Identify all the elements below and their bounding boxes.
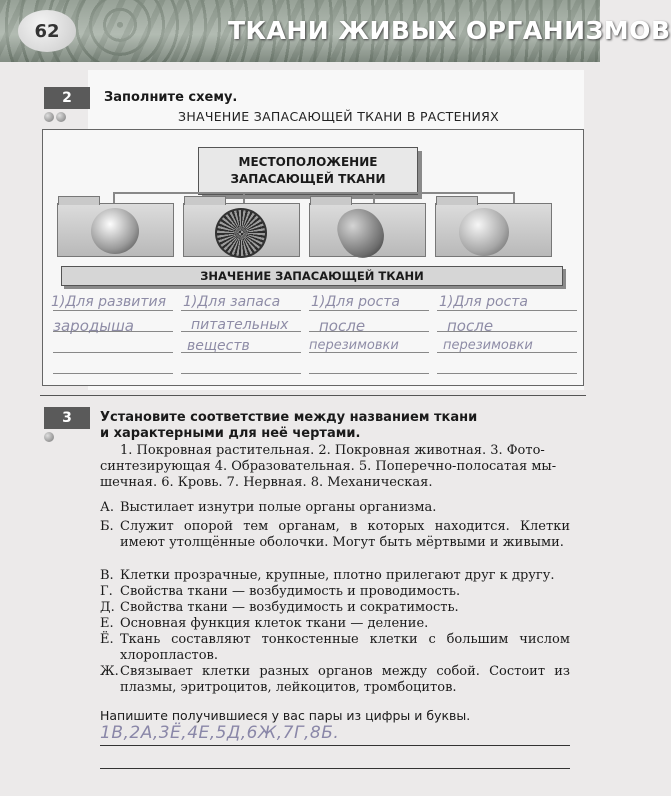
handwritten-answer: перезимовки (443, 338, 533, 353)
task-3-difficulty-dots (44, 432, 54, 442)
handwritten-answer: перезимовки (309, 338, 399, 353)
tissue-list-line3: шечная. 6. Кровь. 7. Нервная. 8. Механическая. (100, 475, 433, 490)
tissue-list-line1: 1. Покровная растительная. 2. Покровная животная. 3. Фото- (120, 443, 545, 458)
answer-line (100, 768, 570, 769)
feature-letter: Ё. (100, 632, 114, 647)
task-2-difficulty-dots (44, 112, 66, 122)
feature-text: Свойства ткани — возбудимость и проводимость. (120, 584, 461, 599)
task-3-title-line1: Установите соответствие между названием ткани (100, 410, 478, 425)
handwritten-answer: питательных (191, 317, 289, 333)
feature-item (100, 664, 570, 696)
feature-text: Служит опорой тем органам, в которых находится. Клетки имеют утолщённые оболочки. Могут быть мёртвыми и живыми. (120, 519, 570, 550)
connector-line (113, 192, 513, 194)
scheme-caption: ЗНАЧЕНИЕ ЗАПАСАЮЩЕЙ ТКАНИ В РАСТЕНИЯХ (178, 109, 500, 124)
task-2-title: Заполните схему. (104, 90, 238, 105)
handwritten-answer-pairs: 1В,2А,3Ё,4Е,5Д,6Ж,7Г,8Б. (100, 723, 340, 743)
page-number: 62 (18, 10, 76, 52)
feature-text: Клетки прозрачные, крупные, плотно прилегают друг к другу. (120, 568, 555, 583)
task-2-number: 2 (44, 87, 90, 109)
feature-letter: Д. (100, 600, 115, 615)
storage-value-bar: ЗНАЧЕНИЕ ЗАПАСАЮЩЕЙ ТКАНИ (61, 266, 563, 286)
feature-item (100, 600, 570, 616)
page-header (0, 0, 671, 62)
feature-text: Ткань составляют тонкостенные клетки с большим числом хлоропластов. (120, 632, 570, 663)
location-box-line2: ЗАПАСАЮЩЕЙ ТКАНИ (230, 172, 386, 186)
feature-item (100, 568, 570, 584)
feature-item (100, 632, 570, 664)
feature-letter: Ж. (100, 664, 119, 679)
feature-text: Связывает клетки разных органов между собой. Состоит из плазмы, эритроцитов, лейкоцитов, тромбоцитов. (120, 664, 570, 695)
task-3-title-line2: и характерными для неё чертами. (100, 426, 361, 441)
feature-letter: Е. (100, 616, 114, 631)
section-divider (40, 395, 586, 396)
difficulty-dot (44, 112, 54, 122)
handwritten-answer: после (447, 317, 494, 335)
handwritten-answer: 1)Для запаса (183, 294, 281, 310)
feature-text: Основная функция клеток ткани — деление. (120, 616, 429, 631)
feature-text: Выстилает изнутри полые органы организма. (120, 500, 437, 515)
onion-icon (459, 208, 509, 256)
handwritten-answer: после (319, 317, 366, 335)
difficulty-dot (44, 432, 54, 442)
task-3-number: 3 (44, 407, 90, 429)
feature-item (100, 500, 570, 516)
apple-icon (91, 208, 139, 254)
handwritten-answer: 1)Для развития (51, 294, 167, 310)
feature-letter: Г. (100, 584, 113, 599)
handwritten-answer: зародыша (53, 317, 134, 335)
feature-letter: В. (100, 568, 114, 583)
feature-letter: А. (100, 500, 114, 515)
location-box-line1: МЕСТОПОЛОЖЕНИЕ (238, 155, 378, 169)
feature-item (100, 519, 570, 551)
answer-line (100, 745, 570, 746)
feature-letter: Б. (100, 519, 114, 534)
cactus-icon (215, 208, 267, 258)
chapter-title: ТКАНИ ЖИВЫХ ОРГАНИЗМОВ (228, 16, 671, 45)
handwritten-answer: 1)Для роста (439, 294, 529, 310)
difficulty-dot (56, 112, 66, 122)
answer-instruction: Напишите получившиеся у вас пары из цифры и буквы. (100, 708, 471, 723)
scheme-diagram (42, 129, 584, 386)
tissue-list-line2: синтезирующая 4. Образовательная. 5. Поперечно-полосатая мы- (100, 459, 557, 474)
location-box (198, 147, 418, 195)
handwritten-answer: веществ (187, 338, 250, 354)
feature-text: Свойства ткани — возбудимость и сократимость. (120, 600, 459, 615)
feature-item (100, 584, 570, 600)
handwritten-answer: 1)Для роста (311, 294, 401, 310)
feature-item (100, 616, 570, 632)
